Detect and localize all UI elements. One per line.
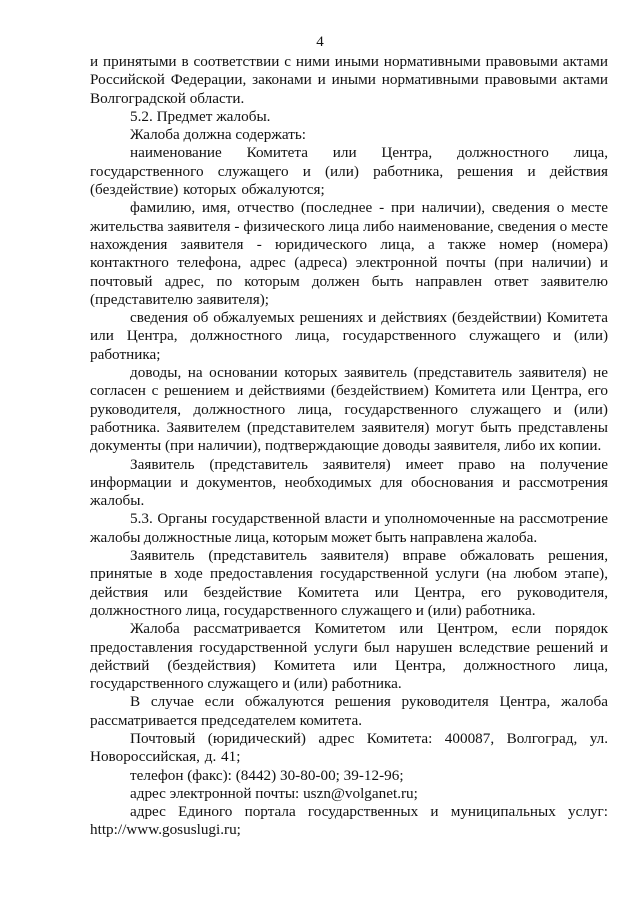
paragraph-item-name: наименование Комитета или Центра, должностного лица, государственного служащего и (или) работника, решения и действия (бездействие) которых обжалуются;: [90, 144, 608, 199]
paragraph-email: адрес электронной почты: uszn@volganet.ru;: [130, 784, 418, 802]
section-heading-5-3: 5.3. Органы государственной власти и уполномоченные на рассмотрение жалобы должностные лица, которым может быть направлена жалоба.: [90, 510, 608, 546]
section-heading-5-2: 5.2. Предмет жалобы.: [130, 107, 271, 125]
paragraph-item-applicant-details: фамилию, имя, отчество (последнее - при наличии), сведения о месте жительства заявителя - физического лица либо наименование, сведения о месте нахождения заявителя - юридического лица, а также номер (номера) контактного телефона, адрес (адреса) электронной почты (при наличии) и почтовый адрес, по которым должен быть направлен ответ заявителю (представителю заявителя);: [90, 199, 608, 308]
paragraph-complaint-review: Жалоба рассматривается Комитетом или Центром, если порядок предоставления государственной услуги был нарушен вследствие решений и действий (бездействия) Комитета или Центра, должностного лица, государственного служащего и (или) работника.: [90, 620, 608, 693]
paragraph-head-decisions: В случае если обжалуются решения руководителя Центра, жалоба рассматривается председателем комитета.: [90, 693, 608, 729]
paragraph-applicant-rights: Заявитель (представитель заявителя) имеет право на получение информации и документов, необходимых для обоснования и рассмотрения жалобы.: [90, 455, 608, 510]
paragraph-item-arguments: доводы, на основании которых заявитель (представитель заявителя) не согласен с решением и действиями (бездействием) Комитета или Центра, его руководителя, должностного лица, государственного служащего и (или) работника. Заявителем (представителем заявителя) могут быть представлены документы (при наличии), подтверждающие доводы заявителя, либо их копии.: [90, 364, 608, 455]
page-number: 4: [316, 34, 324, 50]
document-body: [90, 53, 608, 840]
paragraph-appeal-right: Заявитель (представитель заявителя) вправе обжаловать решения, принятые в ходе предоставления государственной услуги (на любом этапе), действия или бездействие Комитета или Центра, его руководителя, должностного лица, государственного служащего и (или) работника.: [90, 547, 608, 619]
paragraph-portal: адрес Единого портала государственных и муниципальных услуг: http://www.gosuslugi.ru;: [90, 803, 608, 839]
paragraph-complaint-contents: Жалоба должна содержать:: [130, 126, 306, 144]
paragraph-item-decisions: сведения об обжалуемых решениях и действиях (бездействии) Комитета или Центра, должностного лица, государственного служащего и (или) работника;: [90, 309, 608, 363]
paragraph-postal-address: Почтовый (юридический) адрес Комитета: 400087, Волгоград, ул. Новороссийская, д. 41;: [90, 729, 608, 766]
paragraph-continuation: и принятыми в соответствии с ними иными нормативными правовыми актами Российской Федерации, законами и иными нормативными правовыми актами Волгоградской области.: [90, 53, 608, 107]
paragraph-phone: телефон (факс): (8442) 30-80-00; 39-12-96;: [130, 766, 404, 784]
